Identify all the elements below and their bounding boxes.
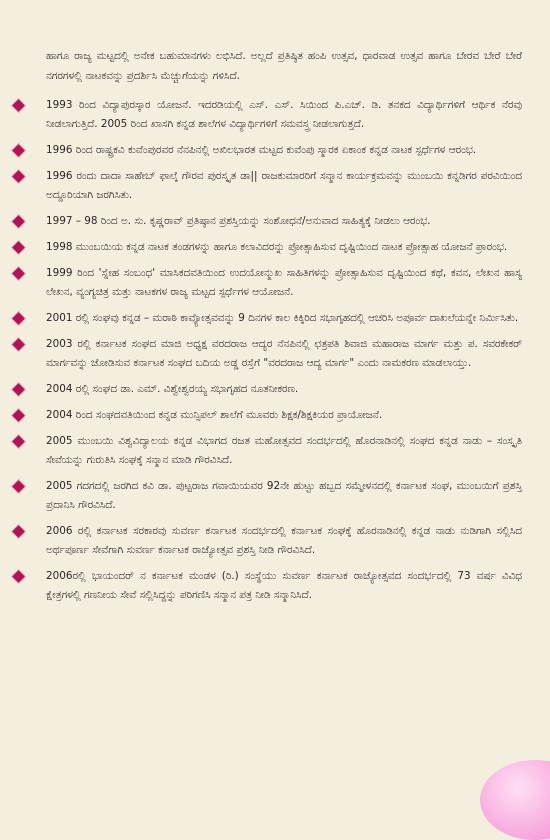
list-item-text: 2005 ಮುಂಬಯಿ ವಿಶ್ವವಿದ್ಯಾಲಯ ಕನ್ನಡ ವಿಭಾಗದ ರಜತ ಮಹೋತ್ಸವದ ಸಂದರ್ಭದಲ್ಲಿ ಹೊರನಾಡಿನಲ್ಲಿ ಸಂಘದ ಕನ್ನಡ ನಾಡು – ಸಂಸ್ಕೃತಿ ಸೇವೆಯನ್ನು ಗುರುತಿಸಿ ಸಂಘಕ್ಕೆ ಸನ್ಮಾನ ಮಾಡಿ ಗೌರವಿಸಿದೆ. — [46, 435, 522, 466]
diamond-bullet-icon — [12, 383, 25, 396]
list-item — [46, 96, 522, 134]
diamond-bullet-icon — [12, 409, 25, 422]
list-item-text: 2003 ರಲ್ಲಿ ಕರ್ನಾಟಕ ಸಂಘದ ಮಾಜಿ ಅಧ್ಯಕ್ಷ ವರದರಾಜ ಆದ್ಯರ ನೆನಪಿನಲ್ಲಿ ಛತ್ರಪತಿ ಶಿವಾಜಿ ಮಹಾರಾಜ ಮಾರ್ಗ ಮತ್ತು ಪ. ಸವರಕೇಕರ್ ಮಾರ್ಗವನ್ನು ಜೋಡಿಸುವ ಕರ್ನಾಟಕ ಸಂಘದ ಬದಿಯ ಅಡ್ಡ ರಸ್ತೆಗೆ "ವರದರಾಜ ಆದ್ಯ ಮಾರ್ಗ" ಎಂದು ನಾಮಕರಣ ಮಾಡಲಾಯ್ತು. — [46, 338, 522, 369]
list-item-text: 2001 ರಲ್ಲಿ ಸಂಘವು ಕನ್ನಡ – ಮರಾಠಿ ಕಾವ್ಯೋತ್ಸವವನ್ನು 9 ದಿನಗಳ ಕಾಲ ಕಿಕ್ಕಿರಿದ ಸಭಾಗೃಹದಲ್ಲಿ ಆಚರಿಸಿ ಅಪೂರ್ವ ದಾಖಲೆಯನ್ನೇ ನಿರ್ಮಿಸಿತು. — [46, 312, 519, 324]
diamond-bullet-icon — [12, 241, 25, 254]
list-item — [46, 477, 522, 515]
diamond-bullet-icon — [12, 338, 25, 351]
list-item — [46, 212, 522, 231]
diamond-bullet-icon — [12, 525, 25, 538]
list-item — [46, 432, 522, 470]
list-item-text: 1997 – 98 ರಿಂದ ಅ. ಸು. ಕೃಷ್ಣರಾವ್ ಪ್ರತಿಷ್ಠಾನ ಪ್ರಶಸ್ತಿಯನ್ನು ಸಂಶೋಧನೆ/ಅನುವಾದ ಸಾಹಿತ್ಯಕ್ಕೆ ನೀಡಲು ಆರಂಭ. — [46, 215, 431, 227]
list-item — [46, 522, 522, 560]
list-item — [46, 406, 522, 425]
list-item — [46, 335, 522, 373]
list-item — [46, 238, 522, 257]
list-item-text: 2006ರಲ್ಲಿ ಭಾಯಂದರ್ ನ ಕರ್ನಾಟಕ ಮಂಡಳ (ರಿ.) ಸಂಸ್ಥೆಯು ಸುವರ್ಣ ಕರ್ನಾಟಕ ರಾಜ್ಯೋತ್ಸವದ ಸಂದರ್ಭದಲ್ಲಿ 73 ವರ್ಷ ವಿವಿಧ ಕ್ಷೇತ್ರಗಳಲ್ಲಿ ಗಣನೀಯ ಸೇವೆ ಸಲ್ಲಿಸಿದ್ದನ್ನು ಪರಿಗಣಿಸಿ ಸನ್ಮಾನ ಪತ್ರ ನೀಡಿ ಸನ್ಮಾನಿಸಿದೆ. — [46, 570, 522, 601]
diamond-bullet-icon — [12, 312, 25, 325]
list-item-text: 2004 ರಿಂದ ಸಂಘದವತಿಯಿಂದ ಕನ್ನಡ ಮುನ್ಸಿಪಲ್ ಶಾಲೆಗೆ ಮೂವರು ಶಿಕ್ಷಕ/ಶಿಕ್ಷಕಿಯರ ಪ್ರಾಯೋಜನೆ. — [46, 409, 383, 421]
list-item — [46, 380, 522, 399]
list-item — [46, 567, 522, 605]
diamond-bullet-icon — [12, 435, 25, 448]
list-item-text: 1999 ರಿಂದ 'ಸ್ನೇಹ ಸಂಬಂಧ' ಮಾಸಿಕದವತಿಯಿಂದ ಉದಯೋನ್ಮುಖ ಸಾಹಿತಿಗಳನ್ನು ಪ್ರೋತ್ಸಾಹಿಸುವ ದೃಷ್ಟಿಯಿಂದ ಕಥೆ, ಕವನ, ಲೇಖನ ಹಾಸ್ಯ ಲೇಖನ, ವ್ಯಂಗ್ಯಚಿತ್ರ ಮತ್ತು ನಾಟಕಗಳ ರಾಜ್ಯ ಮಟ್ಟದ ಸ್ಪರ್ಧೆಗಳ ಆಯೋಜನೆ. — [46, 267, 522, 298]
achievement-list — [0, 96, 550, 612]
list-item-text: 1998 ಮುಂಬಯಿಯ ಕನ್ನಡ ನಾಟಕ ತಂಡಗಳನ್ನು ಹಾಗೂ ಕಲಾವಿದರನ್ನು ಪ್ರೋತ್ಸಾಹಿಸುವ ದೃಷ್ಟಿಯಿಂದ ನಾಟಕ ಪ್ರೋತ್ಸಾಹ ಯೋಜನೆ ಪ್ರಾರಂಭ. — [46, 241, 508, 253]
diamond-bullet-icon — [12, 99, 25, 112]
diamond-bullet-icon — [12, 170, 25, 183]
diamond-bullet-icon — [12, 570, 25, 583]
diamond-bullet-icon — [12, 480, 25, 493]
list-item — [46, 309, 522, 328]
intro-paragraph: ಹಾಗೂ ರಾಜ್ಯ ಮಟ್ಟದಲ್ಲಿ ಅನೇಕ ಬಹುಮಾನಗಳು ಲಭಿಸಿದೆ. ಅಲ್ಲದೆ ಪ್ರತಿಷ್ಠಿತ ಹಂಪಿ ಉತ್ಸವ, ಧಾರವಾಡ ಉತ್ಸವ ಹಾಗೂ ಬೇರವ ಬೇರೆ ಬೇರೆ ನಗರಗಳಲ್ಲಿ ನಾಟಕವನ್ನು ಪ್ರದರ್ಶಿಸಿ ಮೆಚ್ಚುಗೆಯನ್ನು ಗಳಿಸಿದೆ. — [46, 50, 522, 83]
decorative-corner-blob — [480, 760, 550, 840]
list-item — [46, 141, 522, 160]
list-item — [46, 167, 522, 205]
list-item-text: 2006 ರಲ್ಲಿ ಕರ್ನಾಟಕ ಸರಕಾರವು ಸುವರ್ಣ ಕರ್ನಾಟಕ ಸಂದರ್ಭದಲ್ಲಿ ಕರ್ನಾಟಕ ಸಂಘಕ್ಕೆ ಹೊರನಾಡಿನಲ್ಲಿ ಕನ್ನಡ ನಾಡು ನುಡಿಗಾಗಿ ಸಲ್ಲಿಸಿದ ಅರ್ಥಪೂರ್ಣ ಸೇವೆಗಾಗಿ ಸುವರ್ಣ ಕರ್ನಾಟಕ ರಾಜ್ಯೋತ್ಸವ ಪ್ರಶಸ್ತಿ ನೀಡಿ ಗೌರವಿಸಿದೆ. — [46, 525, 522, 556]
diamond-bullet-icon — [12, 215, 25, 228]
diamond-bullet-icon — [12, 144, 25, 157]
list-item-text: 2004 ರಲ್ಲಿ ಸಂಘದ ಡಾ. ಎಮ್. ವಿಶ್ವೇಶ್ವರಯ್ಯ ಸಭಾಗೃಹದ ನೂತನೀಕರಣ. — [46, 383, 299, 395]
list-item — [46, 264, 522, 302]
list-item-text: 1993 ರಿಂದ ವಿದ್ಯಾಪುರಸ್ಕಾರ ಯೋಜನೆ. ಇದರಡಿಯಲ್ಲಿ ಎಸ್. ಎಸ್. ಸಿಯಿಂದ ಪಿ.ಎಚ್. ಡಿ. ತನಕದ ವಿದ್ಯಾರ್ಥಿಗಳಿಗೆ ಆರ್ಥಿಕ ನೆರವು ನೀಡಲಾಗುತ್ತಿದೆ. 2005 ರಿಂದ ಖಾಸಗಿ ಕನ್ನಡ ಶಾಲೆಗಳ ವಿದ್ಯಾರ್ಥಿಗಳಿಗೆ ಸಮವಸ್ತ್ರ ನೀಡಲಾಗುತ್ತದೆ. — [46, 99, 522, 130]
list-item-text: 1996 ರಂದು ದಾದಾ ಸಾಹೇಬ್ ಫಾಲ್ಕೆ ಗೌರವ ಪುರಸ್ಕೃತ ಡಾ|| ರಾಜಕುಮಾರರಿಗೆ ಸನ್ಮಾನ ಕಾರ್ಯಕ್ರಮವನ್ನು ಮುಂಬಯಿ ಕನ್ನಡಿಗರ ಪರವಿಯಿಂದ ಅದ್ದೂರಿಯಾಗಿ ಜರಗಿಸಿತು. — [46, 170, 522, 201]
list-item-text: 2005 ಗದಗದಲ್ಲಿ ಜರಗಿದ ಕವಿ ಡಾ. ಪುಟ್ಟರಾಜ ಗವಾಯಿಯವರ 92ನೇ ಹುಟ್ಟು ಹಬ್ಬದ ಸಮ್ಮೇಳನದಲ್ಲಿ ಕರ್ನಾಟಕ ಸಂಘ, ಮುಂಬಯಿಗೆ ಪ್ರಶಸ್ತಿ ಪ್ರದಾನಿಸಿ ಗೌರವಿಸಿದೆ. — [46, 480, 522, 511]
diamond-bullet-icon — [12, 267, 25, 280]
list-item-text: 1996 ರಿಂದ ರಾಷ್ಟ್ರಕವಿ ಕುವೆಂಪುರವರ ನೆನಪಿನಲ್ಲಿ ಅಖಿಲಭಾರತ ಮಟ್ಟದ ಕುವೆಂಪು ಸ್ಮಾರಕ ಏಕಾಂಕ ಕನ್ನಡ ನಾಟಕ ಸ್ಪರ್ಧೆಗಳ ಆರಂಭ. — [46, 144, 477, 156]
